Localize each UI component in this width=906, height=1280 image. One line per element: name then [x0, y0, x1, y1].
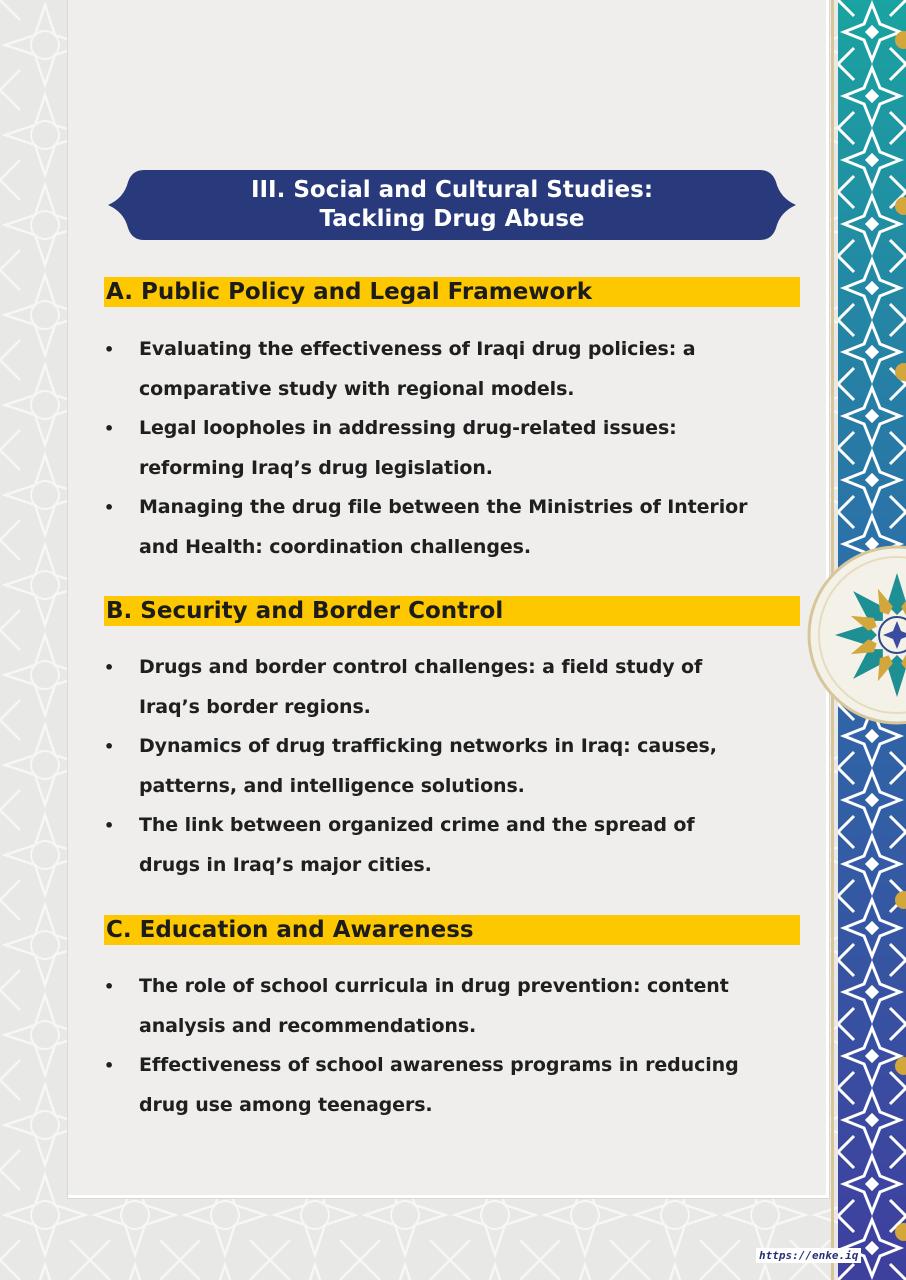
- section-list-education: [104, 967, 784, 1125]
- section-list-security: [104, 648, 784, 885]
- section-heading-security: B. Security and Border Control: [104, 596, 800, 626]
- bullet-icon: •: [104, 498, 115, 517]
- section-heading-education: C. Education and Awareness: [104, 915, 800, 945]
- list-item: [104, 488, 784, 567]
- list-item-line: Dynamics of drug trafficking networks in Iraq: causes,: [139, 735, 717, 757]
- list-item: [104, 967, 784, 1046]
- bullet-icon: •: [104, 1056, 115, 1075]
- list-item-line: comparative study with regional models.: [139, 377, 575, 400]
- medallion-ornament: [805, 545, 906, 725]
- list-item-line: and Health: coordination challenges.: [139, 535, 531, 558]
- list-item-line: Managing the drug file between the Ministries of Interior: [139, 496, 748, 518]
- bullet-icon: •: [104, 419, 115, 438]
- list-item-line: drugs in Iraq’s major cities.: [139, 853, 432, 876]
- section-heading-public-policy: A. Public Policy and Legal Framework: [104, 277, 800, 307]
- bullet-icon: •: [104, 977, 115, 996]
- list-item-line: Iraq’s border regions.: [139, 695, 371, 718]
- list-item-line: patterns, and intelligence solutions.: [139, 774, 525, 797]
- list-item-line: reforming Iraq’s drug legislation.: [139, 456, 493, 479]
- title-line-2: Tackling Drug Abuse: [319, 206, 585, 232]
- list-item-line: Effectiveness of school awareness programs in reducing: [139, 1054, 739, 1076]
- list-item-line: The link between organized crime and the spread of: [139, 814, 695, 836]
- list-item-line: Legal loopholes in addressing drug-related issues:: [139, 417, 677, 439]
- list-item: [104, 1046, 784, 1125]
- bullet-icon: •: [104, 658, 115, 677]
- list-item-line: Drugs and border control challenges: a field study of: [139, 656, 703, 678]
- title-line-1: III. Social and Cultural Studies:: [250, 177, 654, 203]
- bullet-icon: •: [104, 816, 115, 835]
- list-item: [104, 806, 784, 885]
- list-item: [104, 330, 784, 409]
- bullet-icon: •: [104, 340, 115, 359]
- list-item: [104, 409, 784, 488]
- list-item-line: drug use among teenagers.: [139, 1093, 433, 1116]
- section-list-public-policy: [104, 330, 784, 567]
- bullet-icon: •: [104, 737, 115, 756]
- list-item-line: Evaluating the effectiveness of Iraqi drug policies: a: [139, 338, 696, 360]
- list-item: [104, 648, 784, 727]
- list-item-line: analysis and recommendations.: [139, 1014, 477, 1037]
- list-item-line: The role of school curricula in drug prevention: content: [139, 975, 729, 997]
- list-item: [104, 727, 784, 806]
- footer-url-link[interactable]: https://enke.iq: [756, 1248, 861, 1263]
- page-title: [106, 172, 798, 238]
